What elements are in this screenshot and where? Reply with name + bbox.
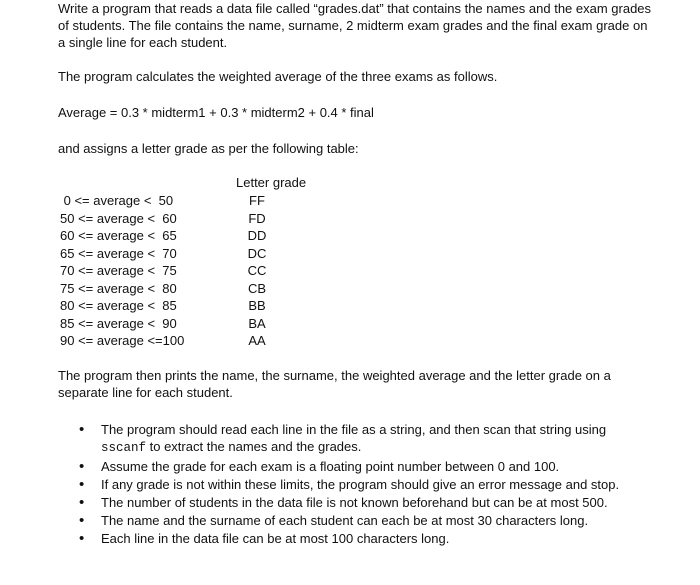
letter-grade: FF [249, 193, 265, 208]
range-row: 0 <= average < 50 [60, 193, 174, 208]
letter-grade: DC [247, 245, 267, 261]
bullet-text: The number of students in the data file is not known beforehand but can be at most 500. [101, 495, 608, 510]
table-intro: and assigns a letter grade as per the following table: [58, 141, 359, 156]
range-row: 60 <= average < 65 [60, 228, 177, 243]
intro-paragraph: Write a program that reads a data file called “grades.dat” that contains the names and the exam grades of students. The file contains the name, surname, 2 midterm exam grades and the final exam grade on a single line for each student. [58, 1, 652, 50]
range-row: 85 <= average < 90 [60, 315, 177, 331]
average-formula: Average = 0.3 * midterm1 + 0.3 * midterm2 + 0.4 * final [58, 105, 374, 120]
range-row: 75 <= average < 80 [60, 280, 177, 296]
letter-grade: DD [247, 228, 267, 243]
bullet-text: If any grade is not within these limits, the program should give an error message and stop. [101, 477, 620, 492]
list-item [74, 476, 634, 493]
letter-grade: BA [248, 315, 266, 331]
list-item [74, 530, 634, 547]
range-row: 80 <= average < 85 [60, 298, 177, 313]
list-item [74, 512, 634, 529]
requirements-list [74, 421, 634, 548]
range-row: 65 <= average < 70 [60, 245, 177, 261]
range-row: 90 <= average <=100 [60, 333, 185, 348]
letter-grade: AA [248, 333, 266, 348]
letter-grade: BB [248, 298, 266, 313]
list-item [74, 421, 634, 457]
grade-range-column [60, 192, 184, 350]
list-item [74, 458, 634, 475]
bullet-text: The name and the surname of each student can each be at most 30 characters long. [101, 513, 589, 528]
letter-grade-column [236, 192, 278, 350]
range-row: 50 <= average < 60 [60, 210, 177, 226]
letter-grade-header: Letter grade [236, 175, 307, 190]
letter-grade: CB [247, 280, 267, 296]
bullet-text: Assume the grade for each exam is a floating point number between 0 and 100. [101, 459, 560, 474]
range-row: 70 <= average < 75 [60, 263, 177, 278]
letter-grade: FD [248, 210, 266, 226]
letter-grade: CC [247, 263, 267, 278]
bullet-text: The program should read each line in the file as a string, and then scan that string using [101, 422, 607, 437]
output-description: The program then prints the name, the surname, the weighted average and the letter grade on a separate line for each student. [58, 368, 611, 400]
list-item [74, 494, 634, 511]
bullet-text: Each line in the data file can be at most 100 characters long. [101, 531, 450, 546]
calculation-intro: The program calculates the weighted average of the three exams as follows. [58, 69, 498, 84]
bullet-text: to extract the names and the grades. [146, 439, 362, 454]
sscanf-code: sscanf [101, 441, 147, 455]
